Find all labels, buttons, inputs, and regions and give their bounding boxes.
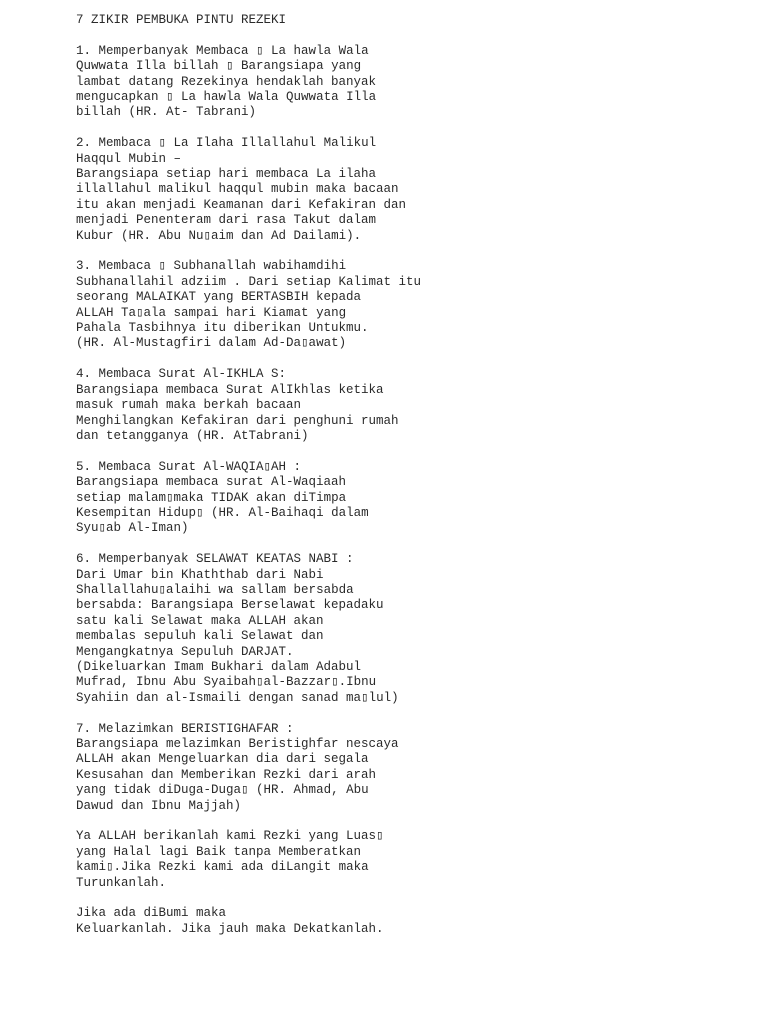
spacer — [76, 28, 756, 43]
closing-paragraph — [76, 906, 756, 937]
text-line: itu akan menjadi Keamanan dari Kefakiran dan — [76, 197, 407, 212]
text-line: 6. Memperbanyak SELAWAT KEATAS NABI : — [76, 552, 354, 567]
document-page — [76, 13, 756, 937]
spacer — [76, 706, 756, 721]
text-line: 4. Membaca Surat Al-IKHLA S: — [76, 367, 287, 382]
text-line: Barangsiapa setiap hari membaca La ilaha — [76, 167, 377, 182]
zikir-section-3 — [76, 259, 756, 351]
zikir-section-7 — [76, 722, 756, 814]
text-line: yang Halal lagi Baik tanpa Memberatkan — [76, 844, 362, 859]
spacer — [76, 352, 756, 367]
text-line: Barangsiapa membaca surat Al-Waqiaah — [76, 475, 347, 490]
text-line: Ya ALLAH berikanlah kami Rezki yang Luas▯ — [76, 829, 384, 844]
spacer — [76, 537, 756, 552]
text-line: Mengangkatnya Sepuluh DARJAT. — [76, 644, 294, 659]
text-line: (Dikeluarkan Imam Bukhari dalam Adabul — [76, 659, 362, 674]
text-line: Syahiin dan al-Ismaili dengan sanad ma▯lul) — [76, 690, 399, 705]
spacer — [76, 891, 756, 906]
text-line: bersabda: Barangsiapa Berselawat kepadaku — [76, 598, 384, 613]
text-line: Syu▯ab Al-Iman) — [76, 521, 189, 536]
text-line: lambat datang Rezekinya hendaklah banyak — [76, 74, 377, 89]
text-line: 3. Membaca ▯ Subhanallah wabihamdihi — [76, 259, 347, 274]
text-line: Barangsiapa melazimkan Beristighfar nescaya — [76, 736, 399, 751]
text-line: Keluarkanlah. Jika jauh maka Dekatkanlah. — [76, 921, 384, 936]
document-title: 7 ZIKIR PEMBUKA PINTU REZEKI — [76, 13, 287, 27]
text-line: Quwwata Illa billah ▯ Barangsiapa yang — [76, 59, 362, 74]
text-line: Subhanallahil adziim . Dari setiap Kalimat itu — [76, 274, 422, 289]
text-line: satu kali Selawat maka ALLAH akan — [76, 613, 324, 628]
zikir-section-5 — [76, 460, 756, 537]
zikir-section-4 — [76, 367, 756, 444]
spacer — [76, 814, 756, 829]
text-line: dan tetangganya (HR. AtTabrani) — [76, 428, 309, 443]
text-line: Turunkanlah. — [76, 875, 167, 890]
text-line: Kubur (HR. Abu Nu▯aim dan Ad Dailami). — [76, 228, 362, 243]
text-line: 7. Melazimkan BERISTIGHAFAR : — [76, 721, 294, 736]
text-line: Barangsiapa membaca Surat AlIkhlas ketika — [76, 382, 384, 397]
text-line: yang tidak diDuga-Duga▯ (HR. Ahmad, Abu — [76, 783, 369, 798]
text-line: kami▯.Jika Rezki kami ada diLangit maka — [76, 860, 369, 875]
zikir-section-6 — [76, 552, 756, 706]
text-line: Menghilangkan Kefakiran dari penghuni rumah — [76, 413, 399, 428]
spacer — [76, 444, 756, 459]
text-line: Mufrad, Ibnu Abu Syaibah▯al-Bazzar▯.Ibnu — [76, 675, 377, 690]
text-line: ALLAH Ta▯ala sampai hari Kiamat yang — [76, 305, 347, 320]
text-line: seorang MALAIKAT yang BERTASBIH kepada — [76, 290, 362, 305]
text-line: mengucapkan ▯ La hawla Wala Quwwata Illa — [76, 90, 377, 105]
zikir-section-1 — [76, 44, 756, 121]
text-line: 5. Membaca Surat Al-WAQIA▯AH : — [76, 459, 302, 474]
text-line: (HR. Al-Mustagfiri dalam Ad-Da▯awat) — [76, 336, 347, 351]
text-line: Jika ada diBumi maka — [76, 906, 227, 921]
text-line: Pahala Tasbihnya itu diberikan Untukmu. — [76, 321, 369, 336]
text-line: billah (HR. At- Tabrani) — [76, 105, 257, 120]
text-line: Haqqul Mubin – — [76, 151, 182, 166]
zikir-section-2 — [76, 136, 756, 244]
text-line: Shallallahu▯alaihi wa sallam bersabda — [76, 582, 354, 597]
spacer — [76, 244, 756, 259]
text-line: 1. Memperbanyak Membaca ▯ La hawla Wala — [76, 43, 369, 58]
text-line: 2. Membaca ▯ La Ilaha Illallahul Malikul — [76, 136, 377, 151]
text-line: Dawud dan Ibnu Majjah) — [76, 798, 242, 813]
text-line: masuk rumah maka berkah bacaan — [76, 398, 302, 413]
text-line: Dari Umar bin Khaththab dari Nabi — [76, 567, 324, 582]
spacer — [76, 121, 756, 136]
text-line: membalas sepuluh kali Selawat dan — [76, 629, 324, 644]
prayer-paragraph — [76, 829, 756, 891]
text-line: menjadi Penenteram dari rasa Takut dalam — [76, 213, 377, 228]
text-line: Kesusahan dan Memberikan Rezki dari arah — [76, 767, 377, 782]
text-line: Kesempitan Hidup▯ (HR. Al-Baihaqi dalam — [76, 505, 369, 520]
text-line: illallahul malikul haqqul mubin maka bacaan — [76, 182, 399, 197]
text-line: ALLAH akan Mengeluarkan dia dari segala — [76, 752, 369, 767]
text-line: setiap malam▯maka TIDAK akan diTimpa — [76, 490, 347, 505]
